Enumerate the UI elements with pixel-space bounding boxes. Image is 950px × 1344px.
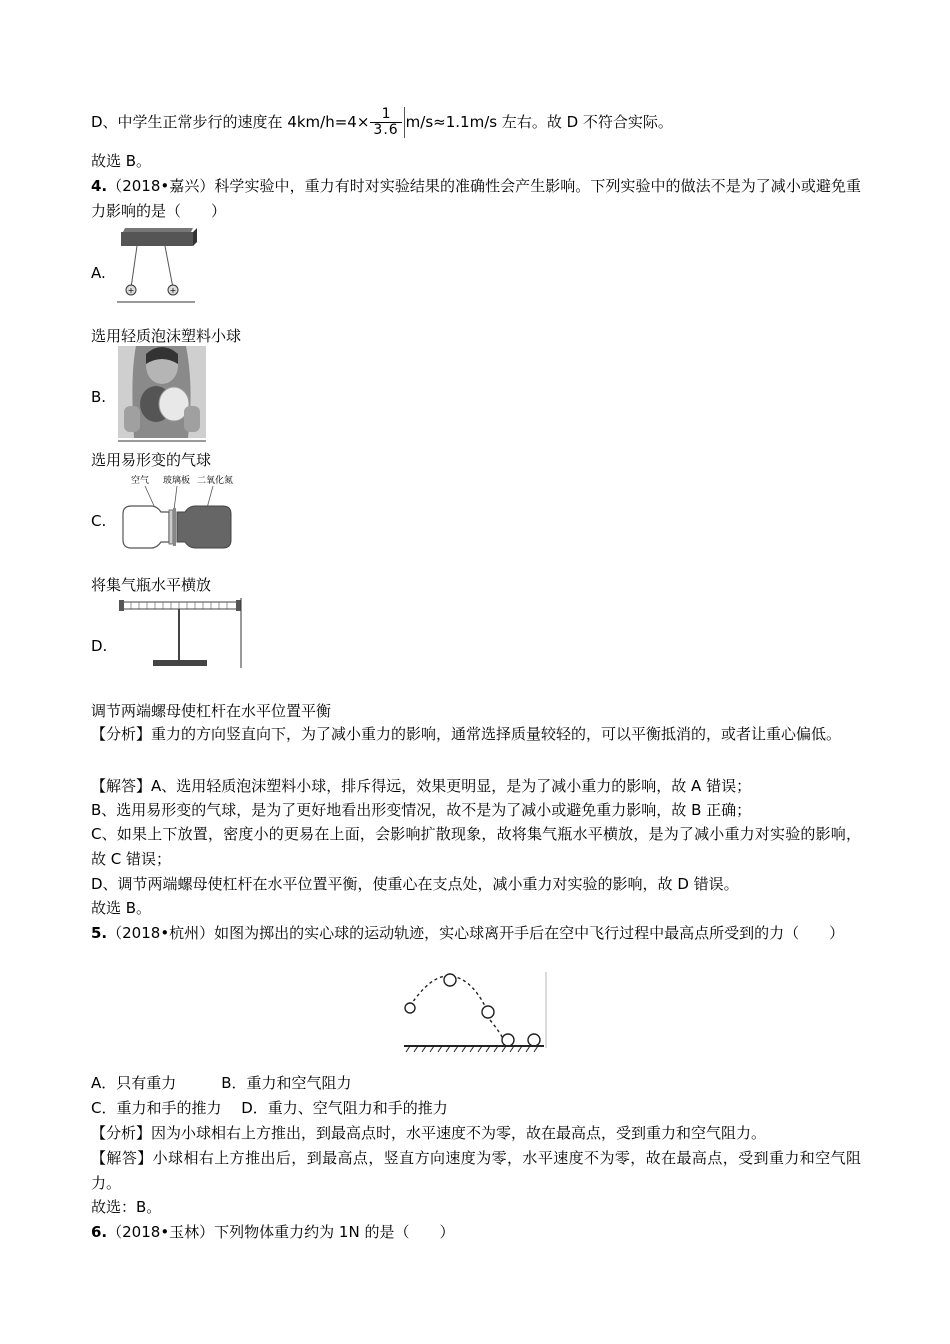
q4-analysis: 【分析】重力的方向竖直向下，为了减小重力的影响，通常选择质量较轻的，可以平衡抵消的，或者让重心偏低。: [91, 725, 842, 743]
q5-options-row-2: C．重力和手的推力 D．重力、空气阻力和手的推力: [91, 1099, 448, 1117]
option-d-speed-line: D、中学生正常步行的速度在 4km/h=4× $\frac{1}{3.6}$ m/s≈1.1m/s 左右。故 D 不符合实际。: [91, 106, 673, 138]
q3-choose: 故选 B。: [91, 152, 152, 170]
q4-stem: 4.（2018•嘉兴）科学实验中，重力有时对实验结果的准确性会产生影响。下列实验中的做法不是为了减小或避免重力影响的是（ ）: [91, 177, 861, 220]
lever-figure: [117, 596, 245, 670]
q5-choose: 故选：B。: [91, 1198, 162, 1216]
q5-analysis: 【分析】因为小球相右上方推出，到最高点时，水平速度不为零，故在最高点，受到重力和空气阻力。: [91, 1124, 767, 1142]
q4-option-a-label: A.: [91, 264, 106, 282]
balloon-photo-figure: [116, 346, 208, 444]
q6-stem: 6.（2018•玉林）下列物体重力约为 1N 的是（ ）: [91, 1223, 455, 1241]
q4-option-c-caption: 将集气瓶水平横放: [91, 576, 212, 594]
gas-jar-figure: [117, 472, 239, 558]
q4-answer-line-4: D、调节两端螺母使杠杆在水平位置平衡，使重心在支点处，减小重力对实验的影响，故 D 错误。: [91, 875, 739, 893]
svg-text:空气: 空气: [131, 476, 150, 486]
q4-option-d-caption: 调节两端螺母使杠杆在水平位置平衡: [91, 702, 332, 720]
q4-answer-line-2: B、选用易形变的气球，是为了更好地看出形变情况，故不是为了减小或避免重力影响，故 B 正确；: [91, 801, 752, 819]
svg-text:+: +: [127, 286, 135, 295]
q4-option-b-label: B.: [91, 388, 107, 406]
shot-put-trajectory-figure: [400, 968, 552, 1056]
q4-option-d-label: D.: [91, 637, 108, 655]
q5-answer: 【解答】小球相右上方推出后，到最高点，竖直方向速度为零，水平速度不为零，故在最高点，受到重力和空气阻力。: [91, 1149, 861, 1192]
q4-option-c-label: C.: [91, 512, 107, 530]
svg-text:二氧化氮: 二氧化氮: [197, 476, 234, 486]
svg-text:+: +: [169, 286, 177, 295]
q4-option-a-caption: 选用轻质泡沫塑料小球: [91, 327, 242, 345]
fraction: $\frac{1}{3.6}$: [370, 107, 404, 138]
q5-options-row-1: A．只有重力 B．重力和空气阻力: [91, 1074, 352, 1092]
svg-text:玻璃板: 玻璃板: [163, 476, 191, 486]
q4-option-b-caption: 选用易形变的气球: [91, 451, 212, 469]
q4-answer-line-1: 【解答】A、选用轻质泡沫塑料小球，排斥得远，效果更明显，是为了减小重力的影响，故 A 错误；: [91, 777, 752, 795]
q4-answer-line-3: C、如果上下放置，密度小的更易在上面，会影响扩散现象，故将集气瓶水平横放，是为了减小重力对实验的影响，故 C 错误；: [91, 825, 861, 868]
foam-ball-figure: [115, 226, 200, 306]
q4-choose: 故选 B。: [91, 899, 152, 917]
q5-stem: 5.（2018•杭州）如图为掷出的实心球的运动轨迹，实心球离开手后在空中飞行过程中最高点所受到的力（ ）: [91, 924, 845, 942]
